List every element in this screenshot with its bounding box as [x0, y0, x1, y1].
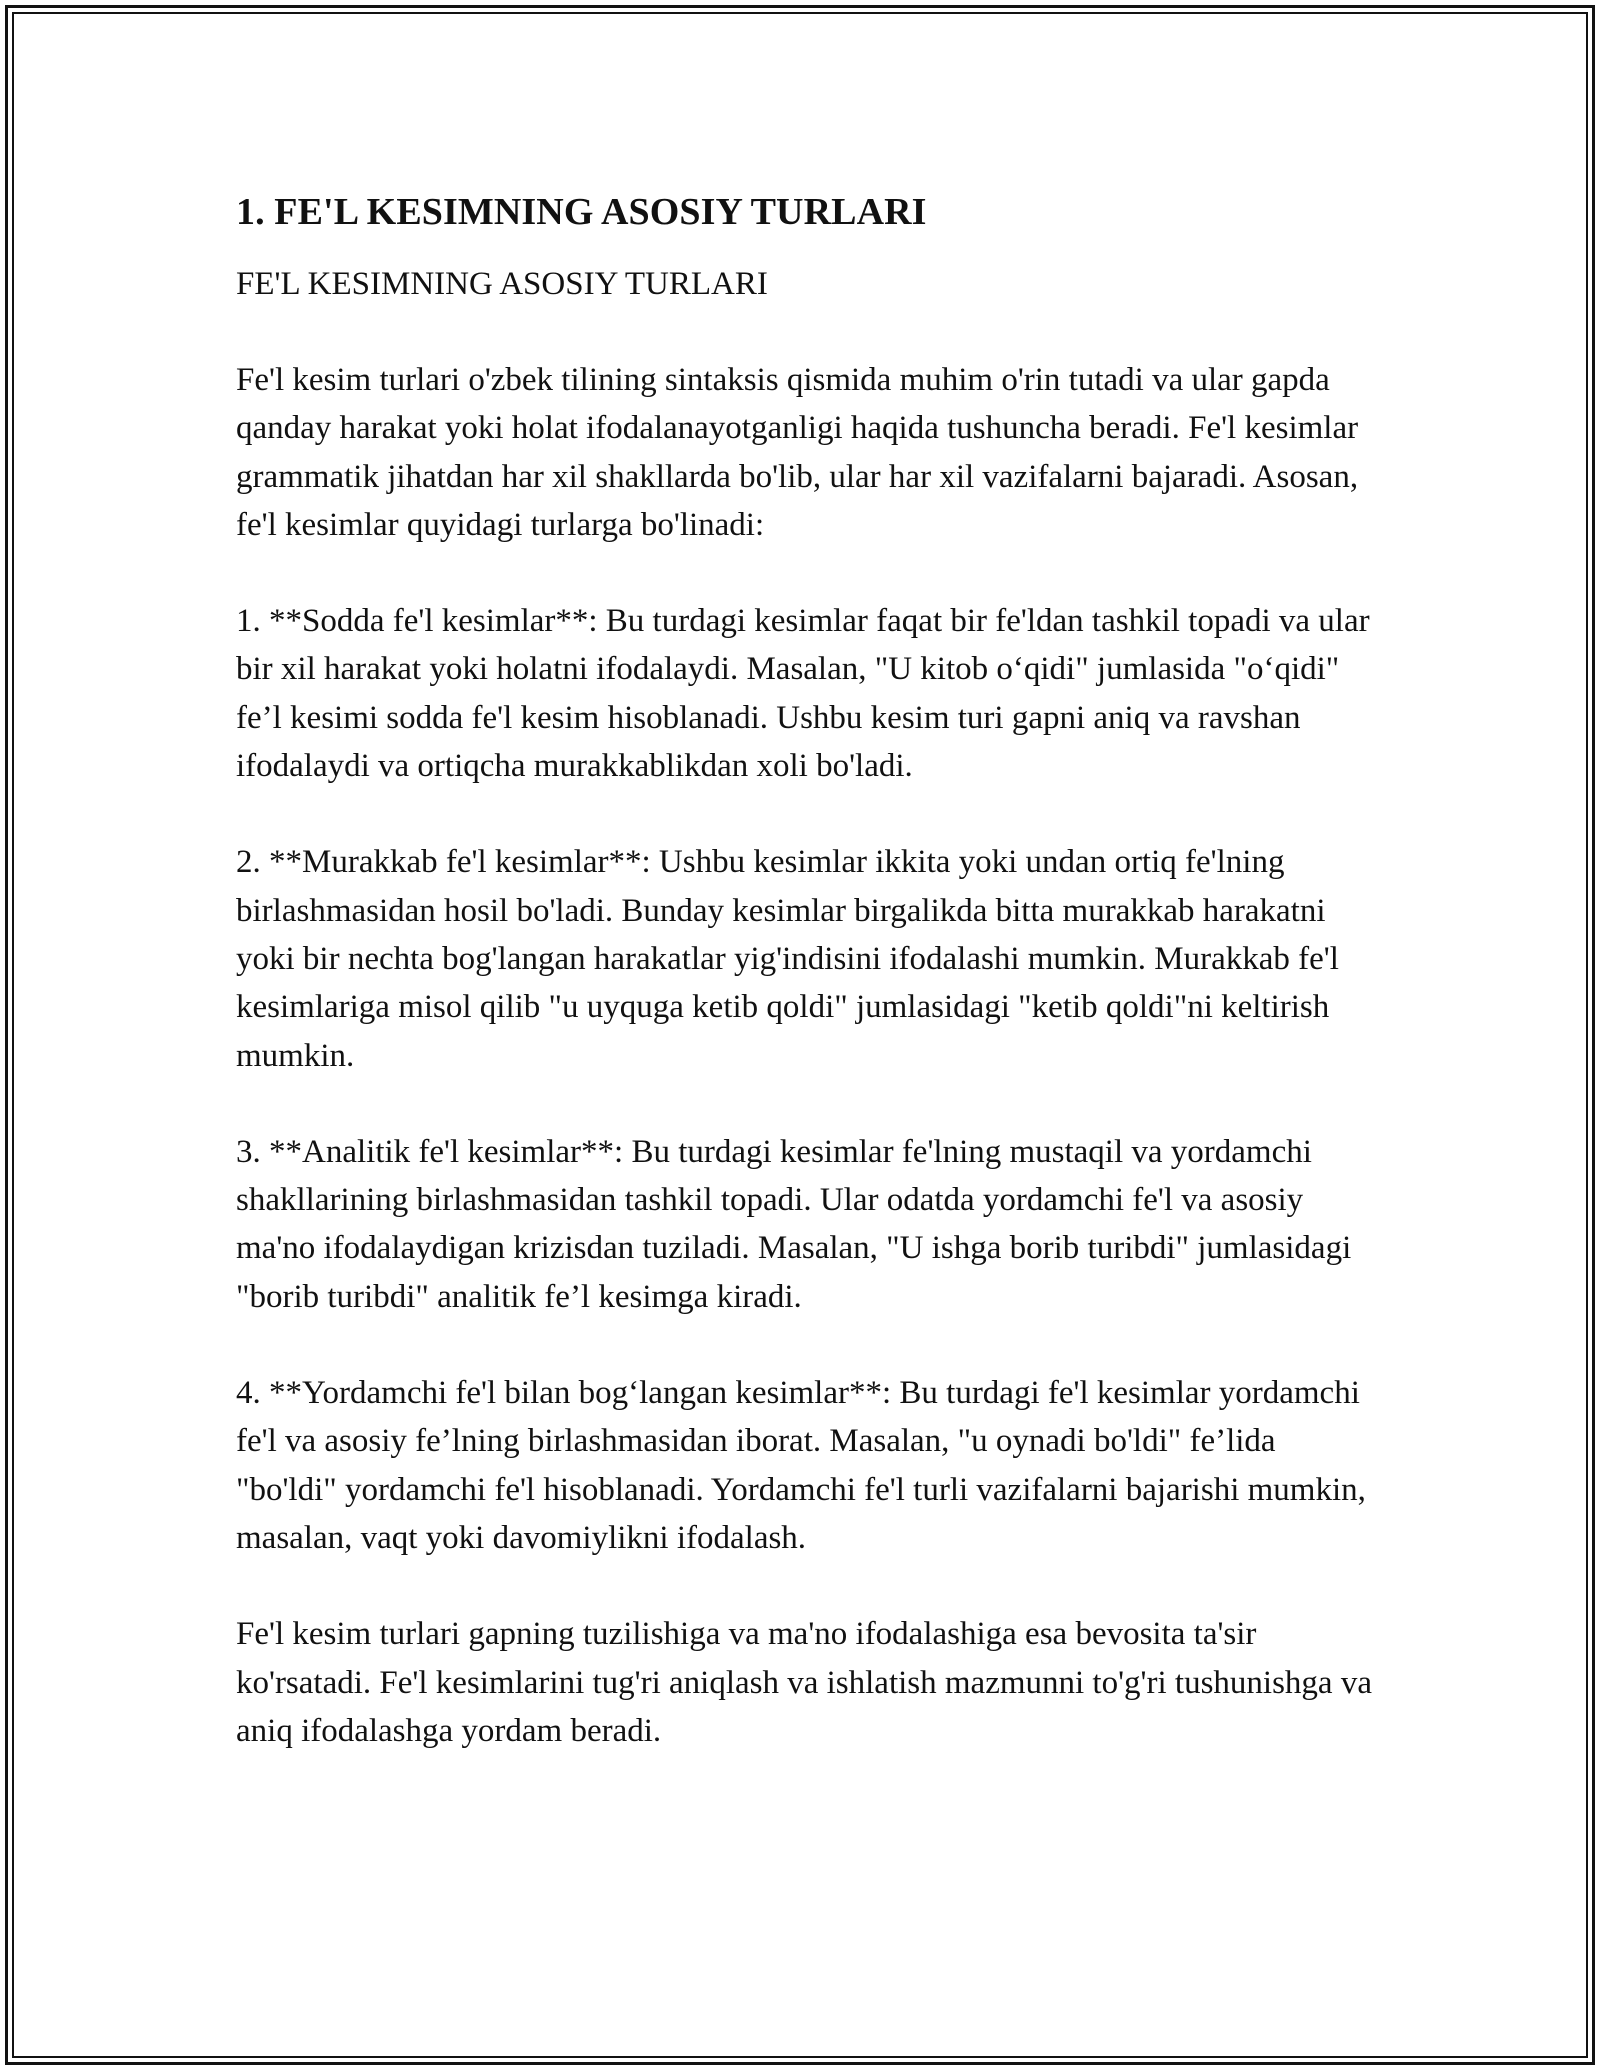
paragraph-sodda-kesimlar: 1. **Sodda fe'l kesimlar**: Bu turdagi kesimlar faqat bir fe'ldan tashkil topadi va ular bir xil harakat yoki holatni ifodalaydi. Masalan, "U kitob o‘qidi" jumlasida "o‘qidi" fe’l kesimi sodda fe'l kesim hisoblanadi. Ushbu kesim turi gapni aniq va ravshan ifodalaydi va ortiqcha murakkablikdan xoli bo'ladi. [236, 603, 1370, 785]
document-subtitle: FE'L KESIMNING ASOSIY TURLARI [236, 266, 768, 302]
paragraph-analitik-kesimlar: 3. **Analitik fe'l kesimlar**: Bu turdagi kesimlar fe'lning mustaqil va yordamchi shakllarining birlashmasidan tashkil topadi. Ular odatda yordamchi fe'l va asosiy ma'no ifodalaydigan krizisdan tuziladi. Masalan, "U ishga borib turibdi" jumlasidagi "borib turibdi" analitik fe’l kesimga kiradi. [236, 1133, 1352, 1315]
paragraph-yordamchi-kesimlar: 4. **Yordamchi fe'l bilan bog‘langan kesimlar**: Bu turdagi fe'l kesimlar yordamchi fe'l va asosiy fe’lning birlashmasidan iborat. Masalan, "u oynadi bo'ldi" fe’lida "bo'ldi" yordamchi fe'l hisoblanadi. Yordamchi fe'l turli vazifalarni bajarishi mumkin, masalan, vaqt yoki davomiylikni ifodalash. [236, 1375, 1366, 1556]
intro-paragraph: Fe'l kesim turlari o'zbek tilining sintaksis qismida muhim o'rin tutadi va ular gapda qanday harakat yoki holat ifodalanayotganligi haqida tushuncha beradi. Fe'l kesimlar grammatik jihatdan har xil shakllarda bo'lib, ular har xil vazifalarni bajaradi. Asosan, fe'l kesimlar quyidagi turlarga bo'linadi: [236, 362, 1359, 543]
document-heading: 1. FE'L KESIMNING ASOSIY TURLARI [236, 191, 927, 233]
document-body [236, 188, 1376, 1755]
conclusion-paragraph: Fe'l kesim turlari gapning tuzilishiga va ma'no ifodalashiga esa bevosita ta'sir ko'rsatadi. Fe'l kesimlarini tug'ri aniqlash va ishlatish mazmunni to'g'ri tushunishga va aniq ifodalashga yordam beradi. [236, 1616, 1372, 1749]
paragraph-murakkab-kesimlar: 2. **Murakkab fe'l kesimlar**: Ushbu kesimlar ikkita yoki undan ortiq fe'lning birlashmasidan hosil bo'ladi. Bunday kesimlar birgalikda bitta murakkab harakatni yoki bir nechta bog'langan harakatlar yig'indisini ifodalashi mumkin. Murakkab fe'l kesimlariga misol qilib "u uyquga ketib qoldi" jumlasidagi "ketib qoldi"ni keltirish mumkin. [236, 844, 1339, 1074]
